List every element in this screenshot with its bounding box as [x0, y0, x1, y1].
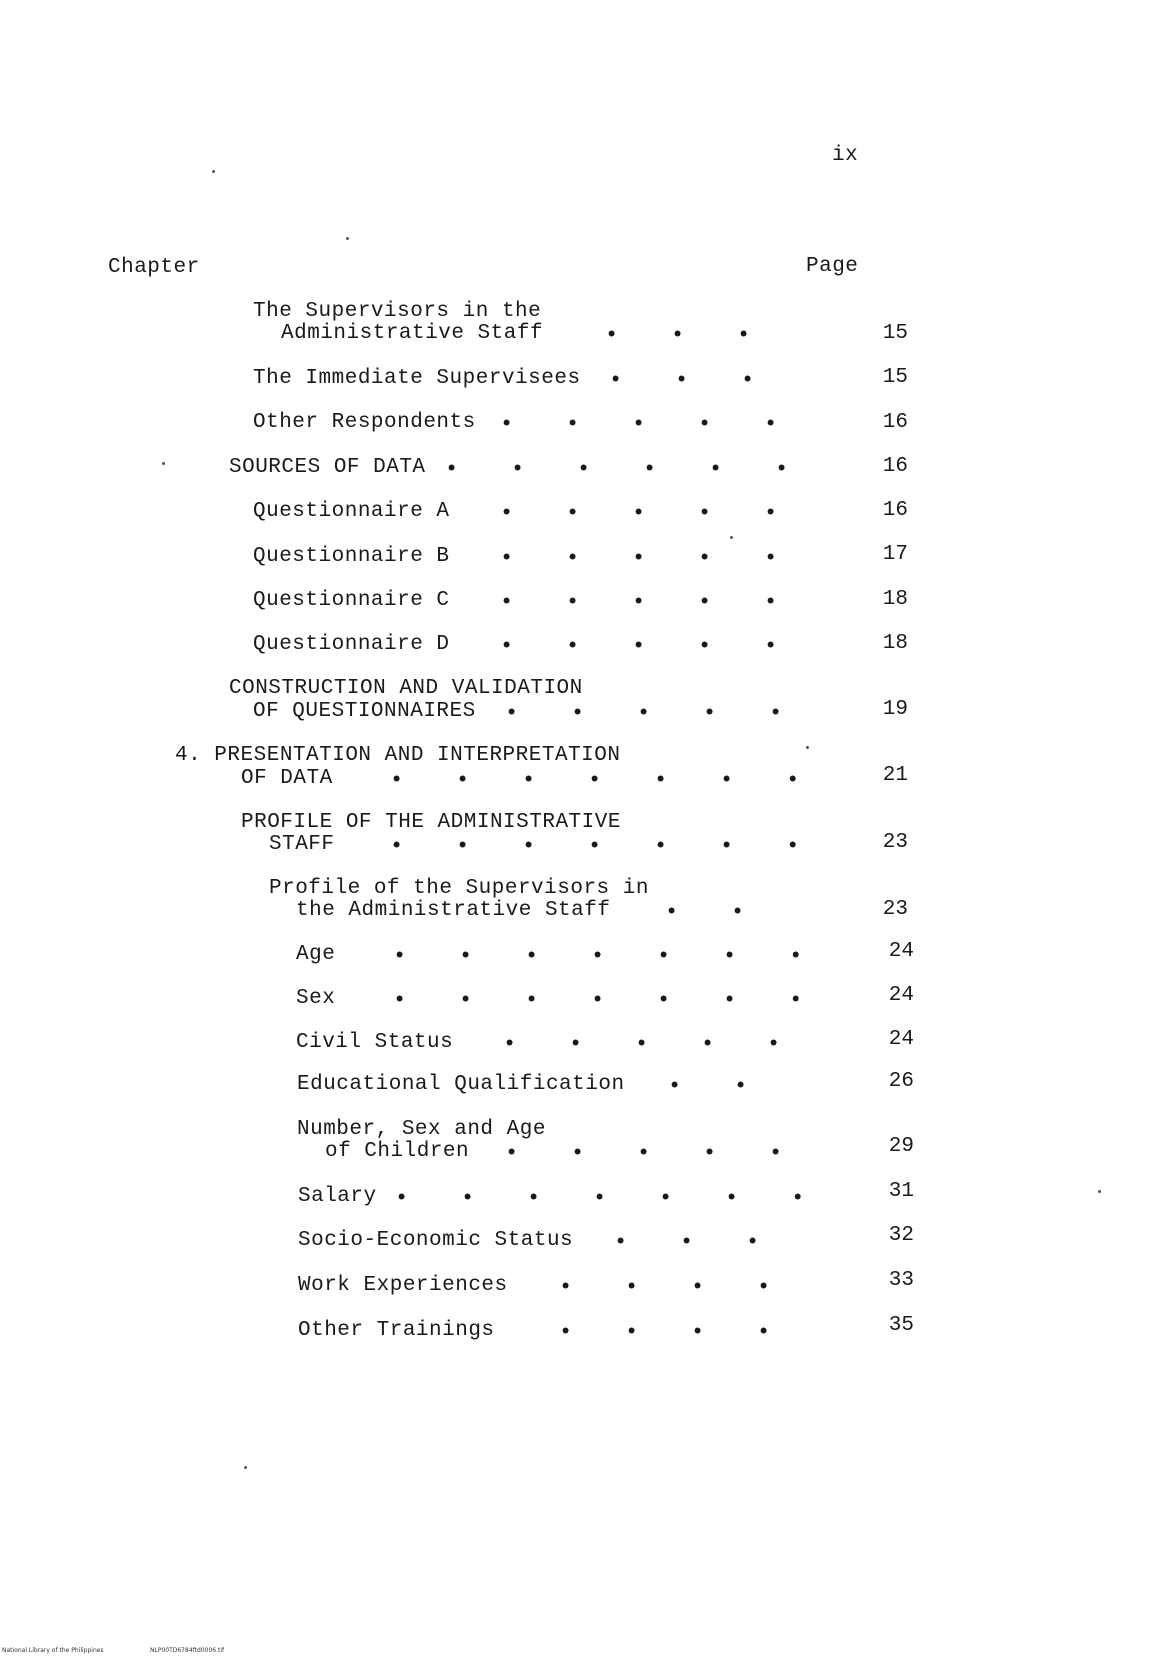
- toc-entry-page: 16: [882, 499, 908, 522]
- toc-entry-title: The Immediate Supervisees: [253, 367, 581, 390]
- leader-dots: • • • • •: [503, 1032, 781, 1057]
- toc-entry-page: 19: [882, 698, 908, 721]
- toc-entry-page: 29: [888, 1135, 914, 1158]
- leader-dots: • • •: [614, 1230, 760, 1255]
- toc-entry-title-cont: of Children: [325, 1140, 470, 1163]
- leader-dots: • • • • • • •: [395, 1186, 805, 1211]
- toc-entry-title-cont: OF DATA: [241, 767, 333, 790]
- leader-dots: • •: [665, 900, 745, 925]
- leader-dots: • • •: [609, 368, 755, 393]
- leader-dots: • • • •: [559, 1320, 771, 1345]
- toc-entry-title: CONSTRUCTION AND VALIDATION: [229, 677, 583, 700]
- toc-entry-title: Work Experiences: [298, 1274, 508, 1297]
- leader-dots: • • • • •: [500, 501, 778, 526]
- leader-dots: • • • • • • •: [390, 768, 800, 793]
- toc-entry-title: Questionnaire B: [253, 545, 450, 568]
- toc-entry-title: Profile of the Supervisors in: [269, 877, 649, 900]
- leader-dots: • • • • •: [505, 701, 783, 726]
- toc-entry-title: Questionnaire D: [253, 633, 450, 656]
- toc-entry-page: 17: [882, 543, 908, 566]
- toc-entry-page: 23: [882, 898, 908, 921]
- leader-dots: • • • • •: [500, 634, 778, 659]
- toc-entry-title-cont: STAFF: [269, 833, 335, 856]
- toc-entry-page: 16: [882, 411, 908, 434]
- leader-dots: • • • • • • •: [393, 944, 803, 969]
- toc-entry-title: Questionnaire A: [253, 500, 450, 523]
- toc-entry-title: SOURCES OF DATA: [229, 456, 426, 479]
- leader-dots: • • • • •: [500, 546, 778, 571]
- leader-dots: • • • • •: [500, 590, 778, 615]
- toc-entry-title: Other Respondents: [253, 411, 476, 434]
- toc-entry-page: 18: [882, 588, 908, 611]
- toc-entry-title-cont: the Administrative Staff: [296, 899, 611, 922]
- toc-entry-title: Age: [296, 943, 336, 966]
- toc-entry-title: Other Trainings: [298, 1319, 495, 1342]
- toc-entry-page: 24: [888, 1028, 914, 1051]
- leader-dots: • • • • • •: [445, 457, 789, 482]
- toc-entry-page: 15: [882, 366, 908, 389]
- scan-speck: [346, 237, 349, 240]
- toc-entry-title: Sex: [296, 987, 336, 1010]
- toc-entry-page: 16: [882, 455, 908, 478]
- scan-speck: [212, 170, 215, 173]
- toc-entry-title-cont: Administrative Staff: [281, 322, 544, 345]
- leader-dots: • • • • •: [505, 1141, 783, 1166]
- footer-library: National Library of the Philippines: [2, 1647, 104, 1654]
- toc-entry-title: Socio-Economic Status: [298, 1229, 574, 1252]
- leader-dots: • • • •: [559, 1275, 771, 1300]
- leader-dots: • • • • •: [500, 412, 778, 437]
- scan-speck: [162, 462, 165, 465]
- toc-entry-page: 15: [882, 322, 908, 345]
- scan-speck: [1098, 1190, 1101, 1193]
- toc-entry-page: 24: [888, 984, 914, 1007]
- chapter-header: Chapter: [108, 256, 200, 279]
- leader-dots: • • • • • • •: [390, 834, 800, 859]
- footer-file: NLP00TD6784ftd0006.tif: [150, 1647, 225, 1654]
- page-header: Page: [806, 255, 859, 278]
- toc-entry-page: 24: [888, 940, 914, 963]
- toc-entry-page: 31: [888, 1180, 914, 1203]
- toc-entry-page: 32: [888, 1224, 914, 1247]
- scan-speck: [244, 1466, 247, 1469]
- toc-entry-title: Educational Qualification: [297, 1073, 625, 1096]
- toc-entry-page: 23: [882, 831, 908, 854]
- toc-entry-title-cont: OF QUESTIONNAIRES: [253, 700, 476, 723]
- toc-entry-title: Civil Status: [296, 1031, 454, 1054]
- scan-speck: [806, 746, 809, 749]
- toc-entry-title: Questionnaire C: [253, 589, 450, 612]
- toc-entry-page: 35: [888, 1314, 914, 1337]
- toc-entry-title: The Supervisors in the: [253, 300, 542, 323]
- toc-entry-page: 26: [888, 1070, 914, 1093]
- toc-entry-page: 18: [882, 632, 908, 655]
- scan-speck: [730, 536, 733, 539]
- page-number: ix: [832, 144, 859, 167]
- leader-dots: • •: [668, 1074, 748, 1099]
- leader-dots: • • •: [605, 323, 751, 348]
- leader-dots: • • • • • • •: [393, 988, 803, 1013]
- toc-entry-title: Number, Sex and Age: [297, 1118, 546, 1141]
- toc-entry-title: 4. PRESENTATION AND INTERPRETATION: [175, 744, 621, 767]
- toc-entry-page: 21: [882, 764, 908, 787]
- toc-entry-title: Salary: [298, 1185, 377, 1208]
- toc-entry-page: 33: [888, 1269, 914, 1292]
- toc-entry-title: PROFILE OF THE ADMINISTRATIVE: [241, 811, 621, 834]
